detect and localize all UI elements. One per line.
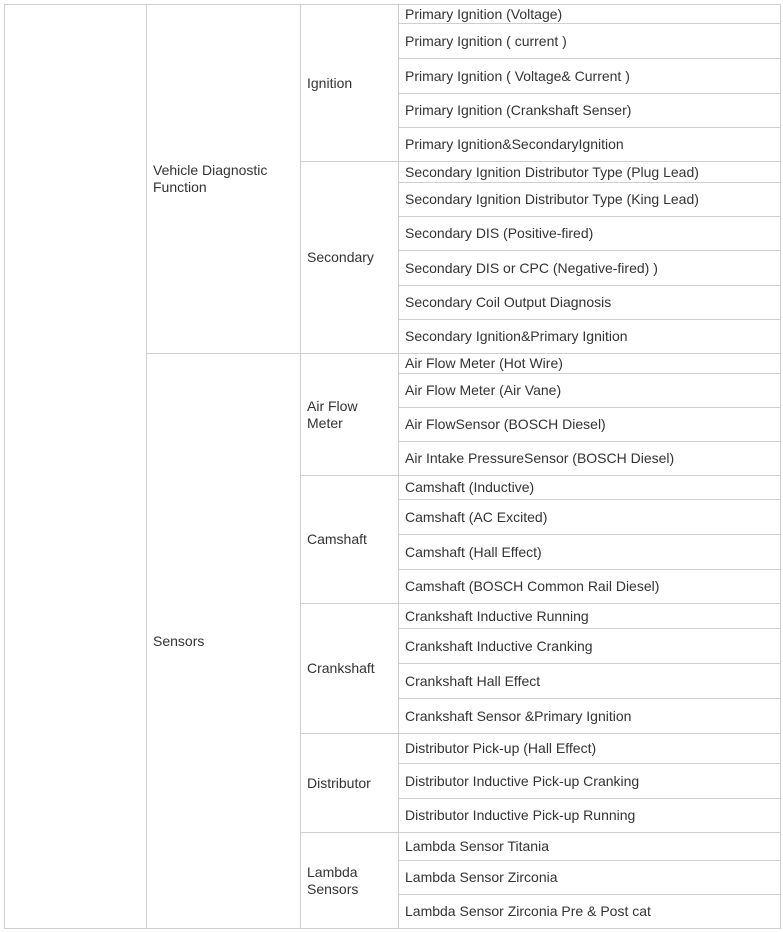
function-item: Lambda Sensor Zirconia [399, 861, 781, 895]
function-item: Lambda Sensor Titania [399, 833, 781, 861]
category-vehicle-diagnostic-function: Vehicle Diagnostic Function [147, 5, 301, 354]
table-body [5, 5, 781, 929]
function-item: Primary Ignition (Crankshaft Senser) [399, 94, 781, 128]
function-item: Camshaft (BOSCH Common Rail Diesel) [399, 570, 781, 604]
subcategory-crankshaft: Crankshaft [301, 604, 399, 734]
function-item: Air Flow Meter (Air Vane) [399, 374, 781, 408]
function-item: Crankshaft Inductive Running [399, 604, 781, 629]
function-item: Secondary DIS (Positive-fired) [399, 217, 781, 251]
function-item: Camshaft (AC Excited) [399, 500, 781, 535]
table-row [5, 5, 781, 24]
function-item: Primary Ignition&SecondaryIgnition [399, 128, 781, 162]
subcategory-camshaft: Camshaft [301, 476, 399, 604]
diagnostic-function-table [4, 4, 781, 929]
function-item: Primary Ignition (Voltage) [399, 5, 781, 24]
function-item: Air FlowSensor (BOSCH Diesel) [399, 408, 781, 442]
function-item: Crankshaft Hall Effect [399, 664, 781, 699]
subcategory-lambda-sensors: Lambda Sensors [301, 833, 399, 929]
subcategory-secondary: Secondary [301, 162, 399, 354]
function-item: Distributor Pick-up (Hall Effect) [399, 734, 781, 764]
function-item: Camshaft (Hall Effect) [399, 535, 781, 570]
function-item: Secondary Ignition&Primary Ignition [399, 320, 781, 354]
function-item: Air Flow Meter (Hot Wire) [399, 354, 781, 374]
function-item: Secondary Coil Output Diagnosis [399, 286, 781, 320]
function-item: Secondary DIS or CPC (Negative-fired) ) [399, 251, 781, 286]
subcategory-ignition: Ignition [301, 5, 399, 162]
subcategory-distributor: Distributor [301, 734, 399, 833]
function-item: Distributor Inductive Pick-up Cranking [399, 764, 781, 799]
function-item: Distributor Inductive Pick-up Running [399, 799, 781, 833]
function-item: Primary Ignition ( Voltage& Current ) [399, 59, 781, 94]
function-item: Crankshaft Inductive Cranking [399, 629, 781, 664]
subcategory-air-flow-meter: Air Flow Meter [301, 354, 399, 476]
function-item: Lambda Sensor Zirconia Pre & Post cat [399, 895, 781, 929]
function-item: Air Intake PressureSensor (BOSCH Diesel) [399, 442, 781, 476]
function-item: Secondary Ignition Distributor Type (Plug Lead) [399, 162, 781, 183]
function-item: Crankshaft Sensor &Primary Ignition [399, 699, 781, 734]
function-item: Secondary Ignition Distributor Type (King Lead) [399, 183, 781, 217]
blank-column-cell [5, 5, 147, 929]
function-item: Camshaft (Inductive) [399, 476, 781, 500]
category-sensors: Sensors [147, 354, 301, 929]
function-item: Primary Ignition ( current ) [399, 24, 781, 59]
